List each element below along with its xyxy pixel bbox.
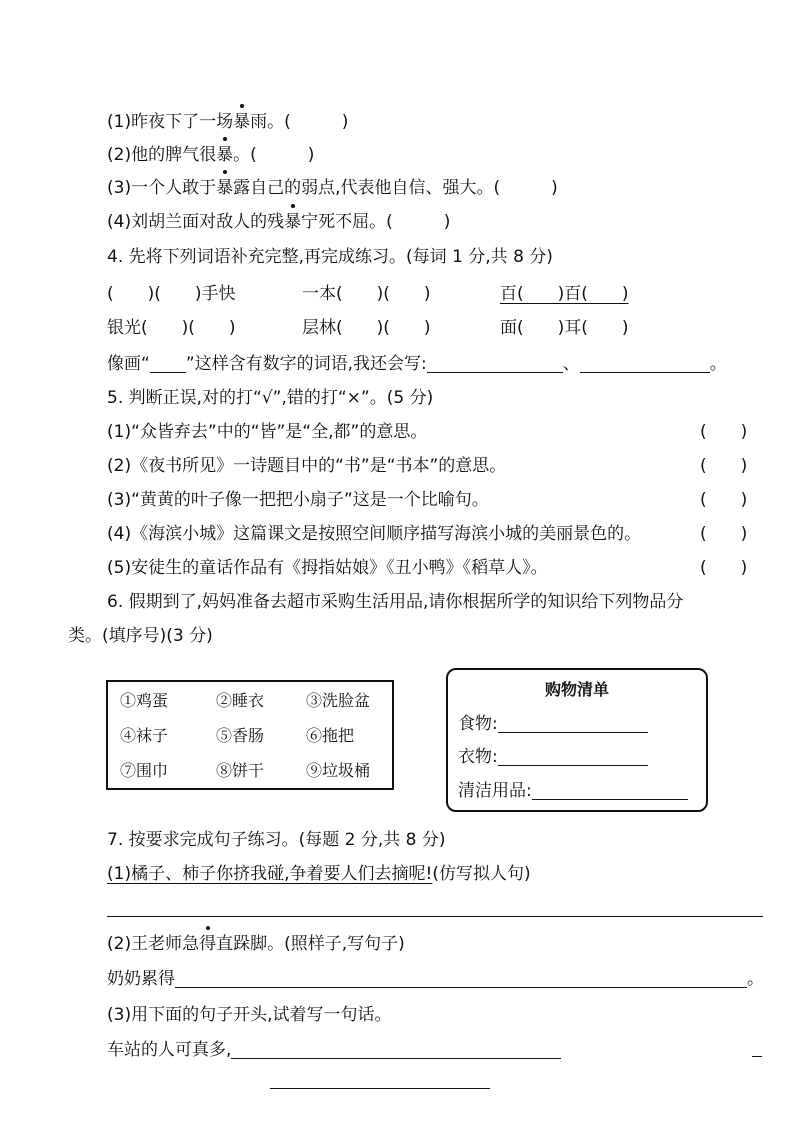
clothes-label: 衣物: (458, 747, 498, 767)
q5-item-2: (2)《夜书所见》一诗题目中的“书”是“书本”的意思。 (107, 456, 507, 476)
q5-answer-3[interactable]: ( ) (700, 490, 748, 510)
goods-box (106, 680, 394, 790)
q3-item-1-dot-char: 暴 (233, 112, 251, 132)
q7-s3-answer (107, 1038, 561, 1062)
q5-title: 5. 判断正误,对的打“√”,错的打“×”。(5 分) (107, 388, 434, 408)
goods-item: ⑦围巾 (120, 761, 169, 780)
q5-answer-1[interactable]: ( ) (700, 422, 748, 442)
q7-s3: (3)用下面的句子开头,试着写一句话。 (107, 1005, 392, 1025)
q4-extend-mid: ”这样含有数字的词语,我还会写: (185, 354, 427, 374)
goods-item: ⑨垃圾桶 (306, 761, 371, 780)
q4-extend-pre: 像画“ (107, 354, 150, 374)
goods-item: ③洗脸盆 (306, 691, 371, 710)
q7-s2-dot-char: 得 (199, 934, 217, 954)
q3-item-4 (107, 210, 450, 234)
q4-word-5[interactable]: 层林( )( ) (302, 318, 431, 338)
q5-item-1: (1)“众皆弃去”中的“皆”是“全,都”的意思。 (107, 422, 428, 442)
q3-item-1-post[interactable]: 雨。( ) (250, 112, 349, 132)
q5-item-5: (5)安徒生的童话作品有《拇指姑娘》《丑小鸭》《稻草人》。 (107, 558, 548, 578)
cleaning-answer-blank[interactable] (532, 781, 688, 800)
q7-title: 7. 按要求完成句子练习。(每题 2 分,共 8 分) (107, 830, 446, 850)
q5-answer-4[interactable]: ( ) (700, 524, 748, 544)
q3-item-2 (107, 143, 314, 167)
clothes-row (458, 745, 648, 769)
q4-example-blank[interactable] (150, 354, 186, 373)
goods-item: ⑤香肠 (216, 726, 265, 745)
goods-item: ⑧饼干 (216, 761, 265, 780)
q4-extend (107, 352, 727, 376)
q4-word-1[interactable]: ( )( )手快 (107, 284, 236, 304)
q3-item-2-dot-char: 暴 (216, 145, 234, 165)
q4-title: 4. 先将下列词语补充完整,再完成练习。(每词 1 分,共 8 分) (107, 247, 553, 267)
q4-word-2[interactable]: 一本( )( ) (302, 284, 431, 304)
q5-item-3: (3)“黄黄的叶子像一把把小扇子”这是一个比喻句。 (107, 490, 489, 510)
q4-word-4[interactable]: 银光( )( ) (107, 318, 236, 338)
q3-item-2-post[interactable]: 。( ) (233, 145, 315, 165)
q3-item-4-post[interactable]: 宁死不屈。( ) (301, 212, 451, 232)
q7-s3-answer-blank[interactable] (231, 1040, 561, 1059)
q3-item-3-dot-char: 暴 (216, 178, 234, 198)
q7-s3-answer-pre: 车站的人可真多, (107, 1040, 232, 1060)
q7-s2-answer (107, 967, 764, 991)
food-label: 食物: (458, 714, 498, 734)
q7-s2-post: 直跺脚。(照样子,写句子) (216, 934, 405, 954)
q4-extend-sep: 、 (562, 354, 580, 374)
goods-item: ⑥拖把 (306, 726, 355, 745)
q4-answer-blank-1[interactable] (427, 354, 563, 373)
shopping-list-box (446, 668, 708, 812)
q7-s2 (107, 932, 405, 956)
goods-item: ④袜子 (120, 726, 169, 745)
goods-item: ①鸡蛋 (120, 691, 169, 710)
q7-s2-answer-blank[interactable] (175, 969, 747, 988)
q7-s3-answer-line-2[interactable] (270, 1088, 490, 1089)
shopping-list-title: 购物清单 (544, 680, 609, 699)
q5-answer-2[interactable]: ( ) (700, 456, 748, 476)
q3-item-2-pre: (2)他的脾气很 (107, 145, 217, 165)
q7-s2-answer-pre: 奶奶累得 (107, 969, 175, 989)
q5-item-4: (4)《海滨小城》这篇课文是按照空间顺序描写海滨小城的美丽景色的。 (107, 524, 642, 544)
q3-item-1-pre: (1)昨夜下了一场 (107, 112, 234, 132)
q7-s1-sentence: (1)橘子、柿子你挤我碰,争着要人们去摘呢! (107, 864, 433, 884)
q7-s2-pre: (2)王老师急 (107, 934, 200, 954)
q7-s3-answer-tick (752, 1056, 762, 1057)
q3-item-3-post[interactable]: 露自己的弱点,代表他自信、强大。( ) (233, 178, 558, 198)
q6-question-line-2: 类。(填序号)(3 分) (68, 626, 213, 646)
q3-item-4-dot-char: 暴 (284, 212, 302, 232)
q3-item-3-pre: (3)一个人敢于 (107, 178, 217, 198)
q5-answer-5[interactable]: ( ) (700, 558, 748, 578)
q7-s1-answer-line[interactable] (107, 916, 763, 917)
q7-s1-hint: (仿写拟人句) (432, 864, 531, 884)
q4-extend-end: 。 (709, 354, 727, 374)
goods-item: ②睡衣 (216, 691, 265, 710)
clothes-answer-blank[interactable] (498, 747, 648, 766)
q3-item-3 (107, 176, 558, 200)
q6-question-line-1: 6. 假期到了,妈妈准备去超市采购生活用品,请你根据所学的知识给下列物品分 (107, 592, 684, 612)
q4-word-3[interactable]: 百( )百( ) (500, 284, 629, 304)
cleaning-label: 清洁用品: (458, 781, 532, 801)
cleaning-row (458, 779, 688, 803)
q7-s1 (107, 862, 531, 886)
food-answer-blank[interactable] (498, 714, 648, 733)
q4-word-6[interactable]: 面( )耳( ) (500, 318, 629, 338)
q4-answer-blank-2[interactable] (580, 354, 710, 373)
q3-item-4-pre: (4)刘胡兰面对敌人的残 (107, 212, 285, 232)
food-row (458, 712, 648, 736)
q3-item-1 (107, 110, 348, 134)
q7-s2-end: 。 (747, 969, 764, 989)
